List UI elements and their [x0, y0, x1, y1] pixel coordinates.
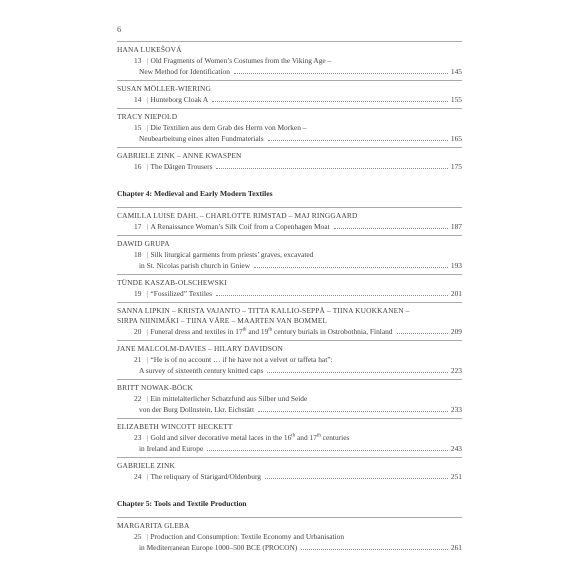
entry-author: GABRIELE ZINK — [117, 461, 175, 470]
page-number: 6 — [117, 24, 122, 34]
entry-title-cont: von der Burg Dollnstein, Lkr. Eichstätt — [139, 405, 255, 414]
entry-author: DAWID GRUPA — [117, 239, 170, 248]
entry-author: TRACY NIEPOLD — [117, 112, 178, 121]
entry-title: The reliquary of Starigard/Oldenburg — [150, 472, 261, 481]
entry-title-line — [117, 66, 462, 77]
entry-title-line: 16 | The Dätgen Trousers 175 — [134, 162, 462, 171]
entry-title: “Fossilized” Textiles — [150, 289, 213, 298]
entry-page: 243 — [450, 444, 462, 453]
toc-entry[interactable] — [117, 112, 462, 148]
entry-page: 261 — [450, 543, 462, 552]
entry-title-line: 14 | Hunteborg Cloak A 155 — [134, 95, 462, 104]
toc-entry[interactable] — [117, 383, 462, 419]
entry-number: 23 — [134, 433, 142, 442]
entry-number: 21 — [134, 355, 142, 364]
chapter-heading[interactable]: Chapter 5: Tools and Textile Production — [117, 499, 247, 508]
entry-title-line: 17 | A Renaissance Woman’s Silk Coif from a Copenhagen Moat 187 — [134, 222, 462, 231]
entry-title-line: 15 | Die Textilien aus dem Grab des Herrn von Morken – — [134, 123, 307, 132]
entry-author: MARGARITA GLEBA — [117, 521, 190, 530]
entry-number: 18 — [134, 250, 142, 259]
entry-title: Old Fragments of Women’s Costumes from the Viking Age – — [150, 56, 332, 65]
entry-title-line: 19 | “Fossilized” Textiles 201 — [134, 289, 462, 298]
entry-page: 201 — [450, 289, 462, 298]
entry-title-cont: in Mediterranean Europe 1000–500 BCE (PROCON) — [139, 543, 298, 552]
entry-title: Die Textilien aus dem Grab des Herrn von Morken – — [150, 123, 307, 132]
entry-number: 24 — [134, 472, 142, 481]
entry-author: GABRIELE ZINK – ANNE KWASPEN — [117, 151, 242, 160]
entry-title-cont: New Method for Identification — [139, 67, 230, 76]
entry-title: A Renaissance Woman’s Silk Coif from a Copenhagen Moat — [150, 222, 330, 231]
entry-page: 223 — [450, 366, 462, 375]
entry-title-line — [117, 404, 462, 415]
entry-page: 251 — [450, 472, 462, 481]
entry-title-cont: Neubearbeitung eines alten Fundmaterials — [139, 134, 264, 143]
entry-author: ELIZABETH WINCOTT HECKETT — [117, 422, 233, 431]
entry-title-cont: in Ireland and Europe — [139, 444, 204, 453]
entry-number: 13 — [134, 56, 142, 65]
entry-title-line — [117, 133, 462, 144]
entry-title-line: 13 | Old Fragments of Women’s Costumes from the Viking Age – — [134, 56, 332, 65]
entry-page: 175 — [450, 162, 462, 171]
toc-entry[interactable] — [117, 41, 462, 81]
entry-title-line: 22 | Ein mittelalterlicher Schatzfund aus Silber und Seide — [134, 394, 308, 403]
entry-title-line: 25 | Production and Consumption: Textile Economy and Urbanisation — [134, 532, 345, 541]
toc-entry[interactable] — [117, 239, 462, 275]
entry-page: 233 — [450, 405, 462, 414]
toc-entry[interactable] — [117, 84, 462, 109]
toc-entry[interactable] — [117, 517, 462, 556]
toc-entry[interactable] — [117, 151, 462, 175]
entry-title-cont: in St. Nicolas parish church in Gniew — [139, 261, 251, 270]
entry-title: The Dätgen Trousers — [150, 162, 213, 171]
entry-title-line: 18 | Silk liturgical garments from priests’ graves, excavated — [134, 250, 314, 259]
entry-number: 19 — [134, 289, 142, 298]
entry-author: TÜNDE KASZAB-OLSCHEWSKI — [117, 278, 227, 287]
entry-title-line: 20 | Funeral dress and textiles in 17th and 19th century burials in Ostrobothnia, Finland 209 — [134, 327, 462, 336]
entry-page: 187 — [450, 222, 462, 231]
entry-number: 22 — [134, 394, 142, 403]
entry-number: 16 — [134, 162, 142, 171]
entry-page: 193 — [450, 261, 462, 270]
entry-title-line: 21 | “He is of no account … if he have not a velvet or taffeta hat”: — [134, 355, 333, 364]
entry-title: Hunteborg Cloak A — [150, 95, 209, 104]
entry-author: SANNA LIPKIN – KRISTA VAJANTO – TITTA KALLIO-SEPPÄ – TIINA KUOKKANEN – — [117, 306, 410, 315]
toc-entry[interactable] — [117, 207, 462, 236]
entry-number: 20 — [134, 327, 142, 336]
entry-title-cont: A survey of sixteenth century knitted caps — [139, 366, 264, 375]
entry-author: HANA LUKEŠOVÁ — [117, 45, 182, 54]
entry-title-line: 24 | The reliquary of Starigard/Oldenburg 251 — [134, 472, 462, 481]
table-of-contents — [117, 41, 462, 559]
entry-title-line — [117, 365, 462, 376]
entry-title-line — [117, 443, 462, 454]
chapter-heading[interactable]: Chapter 4: Medieval and Early Modern Textiles — [117, 189, 273, 198]
entry-title: Funeral dress and textiles in 17th and 19th century burials in Ostrobothnia, Finland — [150, 327, 393, 336]
entry-title: “He is of no account … if he have not a velvet or taffeta hat”: — [150, 355, 333, 364]
entry-author: BRITT NOWAK-BÖCK — [117, 383, 193, 392]
toc-entry[interactable] — [117, 344, 462, 380]
entry-author: JANE MALCOLM-DAVIES – HILARY DAVIDSON — [117, 344, 283, 353]
entry-author: CAMILLA LUISE DAHL – CHARLOTTE RIMSTAD – MAJ RINGGAARD — [117, 211, 358, 220]
toc-entry[interactable] — [117, 306, 462, 341]
entry-title-line — [117, 260, 462, 271]
toc-entry[interactable] — [117, 422, 462, 458]
entry-page: 165 — [450, 134, 462, 143]
entry-title: Production and Consumption: Textile Economy and Urbanisation — [150, 532, 345, 541]
entry-number: 14 — [134, 95, 142, 104]
entry-number: 25 — [134, 532, 142, 541]
entry-title: Gold and silver decorative metal laces in the 16th and 17th centuries — [150, 433, 350, 442]
entry-author: SUSAN MÖLLER-WIERING — [117, 84, 211, 93]
entry-number: 17 — [134, 222, 142, 231]
entry-title: Silk liturgical garments from priests’ graves, excavated — [150, 250, 314, 259]
entry-author-cont: SIRPA NIINIMÄKI – TIINA VÄRE – MAARTEN VAN BOMMEL — [117, 316, 328, 325]
toc-entry[interactable] — [117, 461, 462, 485]
entry-title-line: 23 | Gold and silver decorative metal laces in the 16th and 17th centuries — [134, 433, 350, 442]
entry-title-line — [117, 542, 462, 553]
entry-title: Ein mittelalterlicher Schatzfund aus Silber und Seide — [150, 394, 308, 403]
entry-page: 209 — [450, 327, 462, 336]
entry-page: 155 — [450, 95, 462, 104]
toc-entry[interactable] — [117, 278, 462, 303]
entry-page: 145 — [450, 67, 462, 76]
entry-number: 15 — [134, 123, 142, 132]
